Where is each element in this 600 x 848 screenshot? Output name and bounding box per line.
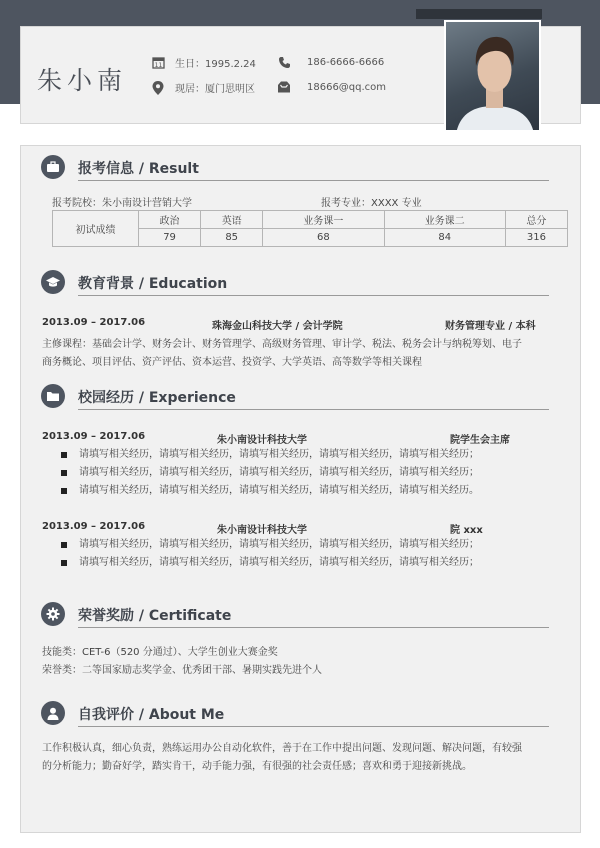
birthday-row: [151, 55, 256, 70]
experience-title: 校园经历 / Experience: [78, 390, 236, 406]
score-header-cell: 总分: [505, 211, 567, 229]
score-value-cell: 85: [201, 229, 263, 247]
result-title: 报考信息 / Result: [78, 161, 199, 177]
experience-role: 院学生会主席: [450, 435, 510, 446]
education-section-header: [41, 270, 549, 296]
location-pin-icon: [151, 81, 165, 95]
graduation-cap-icon: [41, 270, 65, 294]
about-text-line: 工作积极认真，细心负责，熟练运用办公自动化软件，善于在工作中提出问题、发现问题、解决问题，有较强: [42, 743, 522, 754]
location-text: 现居：厦门思明区: [175, 84, 255, 95]
education-date: 2013.09 – 2017.06: [42, 317, 146, 328]
phone-text: 186-6666-6666: [307, 56, 385, 68]
score-value-cell: 79: [139, 229, 201, 247]
list-item: 请填写相关经历，请填写相关经历，请填写相关经历，请填写相关经历，请填写相关经历；: [61, 536, 479, 554]
certificate-section-header: [41, 602, 549, 628]
score-header-row: [53, 211, 568, 229]
experience-org: 朱小南设计科技大学: [217, 435, 307, 446]
score-value-cell: 68: [263, 229, 384, 247]
experience-section-header: [41, 384, 549, 410]
certificate-skills: 技能类：CET-6（520 分通过）、大学生创业大赛金奖: [42, 647, 278, 658]
education-school: 珠海金山科技大学 / 会计学院: [212, 321, 343, 332]
experience-list: [61, 446, 479, 500]
result-section-header: [41, 155, 549, 181]
score-value-cell: 316: [505, 229, 567, 247]
calendar-icon: [151, 56, 165, 70]
phone-row: [277, 55, 384, 69]
education-courses-line: 商务概论、项目评估、资产评估、资本运营、投资学、大学英语、高等数学等相关课程: [42, 357, 422, 368]
header-accent-bar: [416, 9, 542, 19]
education-degree: 财务管理专业 / 本科: [445, 321, 536, 332]
education-courses-line: 主修课程：基础会计学、财务会计、财务管理学、高级财务管理、审计学、税法、税务会计与纳税筹划、电子: [42, 339, 522, 350]
score-table: [52, 210, 568, 247]
experience-role: 院 xxx: [450, 525, 483, 536]
score-value-cell: 84: [384, 229, 505, 247]
briefcase-icon: [41, 155, 65, 179]
folder-icon: [41, 384, 65, 408]
score-header-cell: 政治: [139, 211, 201, 229]
certificate-title: 荣誉奖励 / Certificate: [78, 608, 232, 624]
resume-body: [20, 145, 581, 833]
score-header-cell: 业务课二: [384, 211, 505, 229]
section-divider: [78, 295, 549, 296]
user-icon: [41, 701, 65, 725]
score-header-cell: 英语: [201, 211, 263, 229]
svg-text:11: 11: [154, 62, 162, 69]
location-row: [151, 80, 255, 95]
email-text: 18666@qq.com: [307, 81, 387, 93]
candidate-name: 朱小南: [37, 66, 128, 95]
section-divider: [78, 627, 549, 628]
experience-date: 2013.09 – 2017.06: [42, 431, 146, 442]
certificate-honors: 荣誉类：二等国家励志奖学金、优秀团干部、暑期实践先进个人: [42, 665, 322, 676]
birthday-text: 生日：1995.2.24: [175, 59, 256, 70]
section-divider: [78, 726, 549, 727]
experience-org: 朱小南设计科技大学: [217, 525, 307, 536]
about-section-header: [41, 701, 549, 727]
applied-school: 报考院校：朱小南设计营销大学: [52, 198, 192, 209]
score-row-label: 初试成绩: [53, 211, 139, 247]
education-title: 教育背景 / Education: [78, 276, 228, 292]
phone-icon: [277, 55, 291, 69]
gear-icon: [41, 602, 65, 626]
list-item: 请填写相关经历，请填写相关经历，请填写相关经历，请填写相关经历，请填写相关经历；: [61, 446, 479, 464]
profile-photo: [444, 20, 541, 132]
list-item: 请填写相关经历，请填写相关经历，请填写相关经历，请填写相关经历，请填写相关经历；: [61, 464, 479, 482]
mail-tray-icon: [277, 80, 291, 94]
section-divider: [78, 409, 549, 410]
about-title: 自我评价 / About Me: [78, 707, 225, 723]
section-divider: [78, 180, 549, 181]
experience-date: 2013.09 – 2017.06: [42, 521, 146, 532]
score-header-cell: 业务课一: [263, 211, 384, 229]
email-row: [277, 80, 386, 94]
about-text-line: 的分析能力；勤奋好学，踏实肯干，动手能力强，有很强的社会责任感；喜欢和勇于迎接新挑战。: [42, 761, 472, 772]
experience-list: [61, 536, 479, 572]
applied-major: 报考专业：XXXX 专业: [321, 198, 422, 209]
list-item: 请填写相关经历，请填写相关经历，请填写相关经历，请填写相关经历，请填写相关经历。: [61, 482, 479, 500]
list-item: 请填写相关经历，请填写相关经历，请填写相关经历，请填写相关经历，请填写相关经历；: [61, 554, 479, 572]
